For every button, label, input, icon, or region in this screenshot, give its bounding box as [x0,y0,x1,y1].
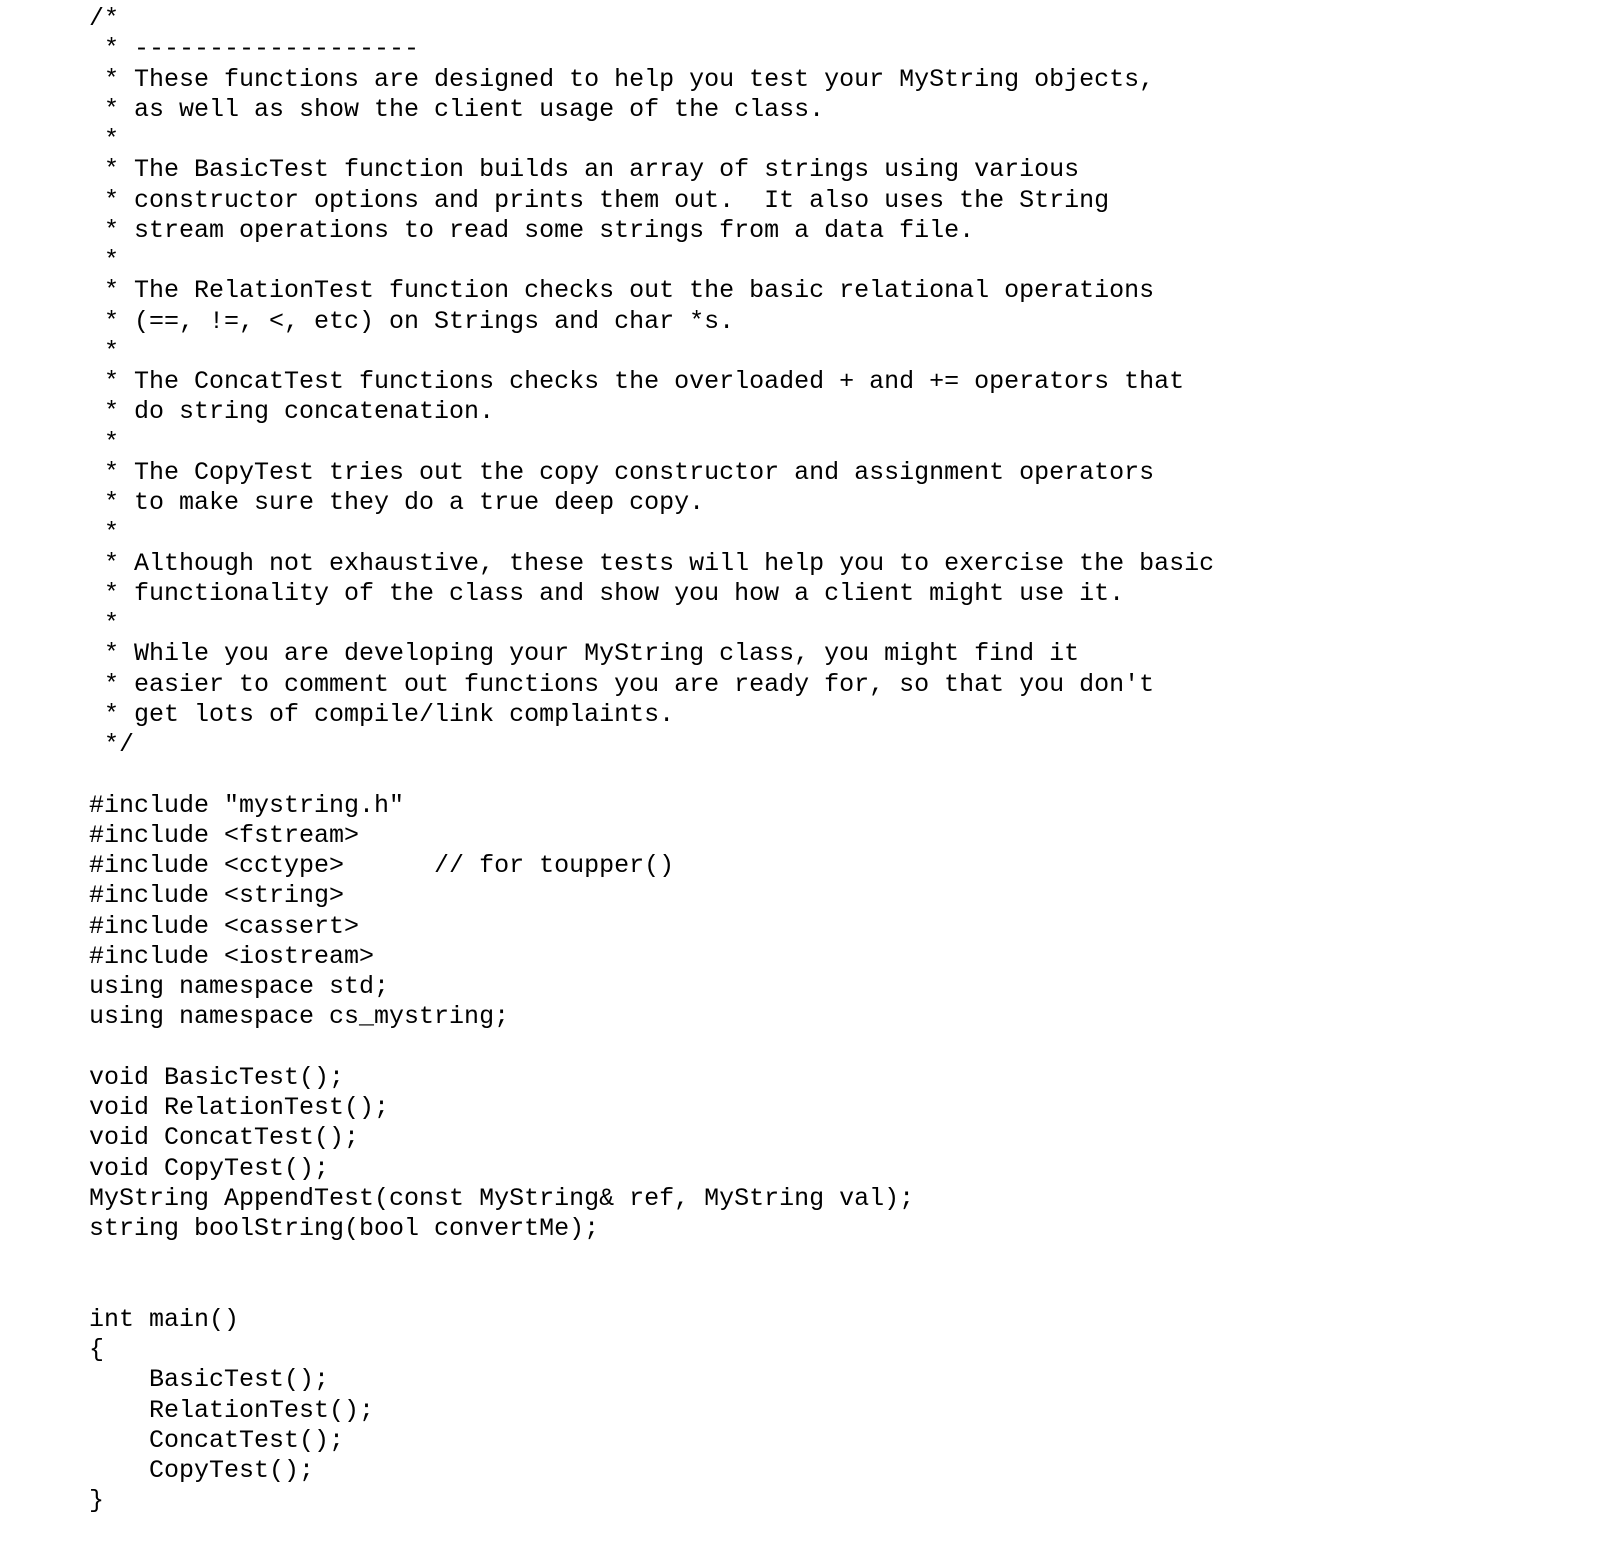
code-line: #include <string> [89,881,345,911]
code-line: * stream operations to read some strings from a data file. [89,215,975,245]
code-line: /* [89,4,120,33]
code-line: * easier to comment out functions you are ready for, so that you don't [89,669,1155,699]
code-line: { [89,1335,105,1364]
code-line: * [89,336,120,366]
code-line: * ------------------- [89,34,420,64]
code-line: * The BasicTest function builds an array of strings using various [89,155,1080,185]
code-line: BasicTest(); [89,1365,330,1395]
code-line: void BasicTest(); [89,1062,345,1092]
code-line: * [89,246,120,275]
code-line: string boolString(bool convertMe); [89,1214,600,1243]
code-line [89,1244,1214,1274]
code-line: * do string concatenation. [89,397,495,427]
code-line [89,760,1214,790]
code-line: } [89,1486,105,1516]
code-line: * as well as show the client usage of the class. [89,94,825,124]
code-line: #include <cctype> // for toupper() [89,851,675,880]
code-line: * [89,609,120,638]
source-code-view [89,4,1214,1517]
code-line: * [89,125,120,154]
code-line: #include <iostream> [89,941,375,971]
code-line: #include "mystring.h" [89,790,405,820]
code-line: ConcatTest(); [89,1425,345,1455]
code-line: * These functions are designed to help you test your MyString objects, [89,64,1155,94]
code-line: * The ConcatTest functions checks the overloaded + and += operators that [89,367,1185,396]
code-line: RelationTest(); [89,1395,375,1425]
code-line: * Although not exhaustive, these tests will help you to exercise the basic [89,548,1215,578]
code-line: * [89,427,120,457]
code-line: void ConcatTest(); [89,1123,360,1153]
code-line: * (==, !=, <, etc) on Strings and char *s. [89,306,735,336]
code-line: */ [89,730,135,759]
code-line [89,1275,1214,1305]
code-line: using namespace cs_mystring; [89,1002,510,1032]
code-line: int main() [89,1304,240,1334]
code-line: * The CopyTest tries out the copy constructor and assignment operators [89,457,1155,487]
code-line: #include <cassert> [89,911,360,941]
code-line: MyString AppendTest(const MyString& ref, MyString val); [89,1183,915,1213]
code-line: void RelationTest(); [89,1093,390,1122]
code-line: * functionality of the class and show you how a client might use it. [89,578,1125,608]
code-line: CopyTest(); [89,1456,315,1485]
code-line: * The RelationTest function checks out the basic relational operations [89,276,1155,306]
code-line: * [89,518,120,548]
code-line: void CopyTest(); [89,1153,330,1183]
code-line: using namespace std; [89,972,390,1001]
code-line: * to make sure they do a true deep copy. [89,488,705,517]
code-line: * While you are developing your MyString class, you might find it [89,639,1080,669]
code-line: * get lots of compile/link complaints. [89,699,675,729]
code-line: #include <fstream> [89,820,360,850]
code-line: * constructor options and prints them out. It also uses the String [89,185,1110,215]
code-line [89,1033,1214,1063]
